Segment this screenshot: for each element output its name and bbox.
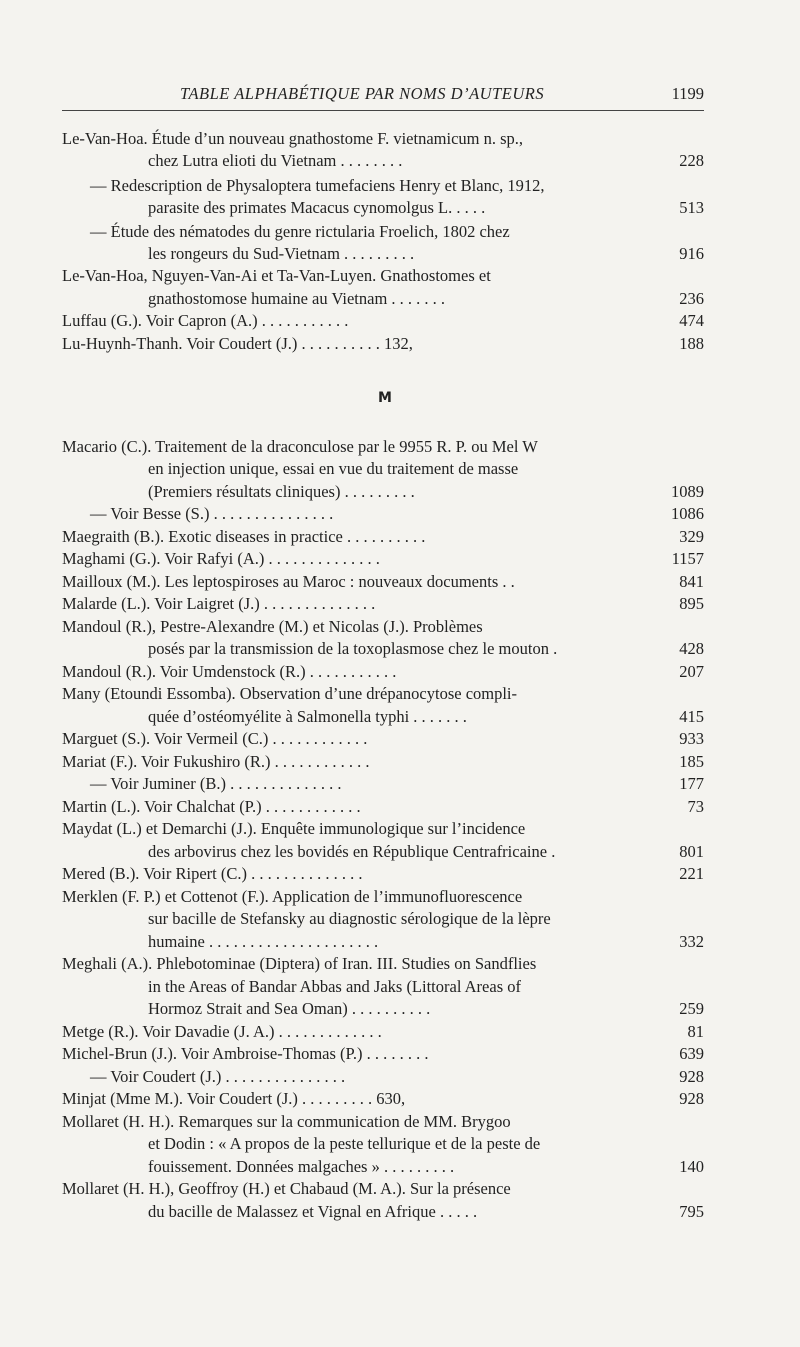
index-line: sur bacille de Stefansky au diagnostic sérologique de la lèpre: [148, 909, 551, 928]
index-line: Mariat (F.). Voir Fukushiro (R.) . . . . . . . . . . . . 185: [62, 752, 704, 771]
index-line: et Dodin : « A propos de la peste tellurique et de la peste de: [148, 1134, 541, 1153]
index-line: Metge (R.). Voir Davadie (J. A.) . . . . . . . . . . . . . 81: [62, 1022, 704, 1041]
index-line: Le-Van-Hoa, Nguyen-Van-Ai et Ta-Van-Luyen. Gnathostomes et: [62, 266, 491, 285]
section-letter: M: [378, 390, 392, 406]
index-line: du bacille de Malassez et Vignal en Afrique . . . . . 795: [148, 1202, 704, 1221]
index-line: Luffau (G.). Voir Capron (A.) . . . . . . . . . . . 474: [62, 311, 704, 330]
index-line: Macario (C.). Traitement de la draconculose par le 9955 R. P. ou Mel W: [62, 437, 538, 456]
index-line: humaine . . . . . . . . . . . . . . . . . . . . . 332: [148, 932, 704, 951]
index-line: fouissement. Données malgaches » . . . . . . . . . 140: [148, 1157, 704, 1176]
index-line: Hormoz Strait and Sea Oman) . . . . . . . . . . 259: [148, 999, 704, 1018]
index-line: Maegraith (B.). Exotic diseases in practice . . . . . . . . . . 329: [62, 527, 704, 546]
index-line: quée d’ostéomyélite à Salmonella typhi . . . . . . . 415: [148, 707, 704, 726]
index-line: (Premiers résultats cliniques) . . . . . . . . . 1089: [148, 482, 704, 501]
index-line: chez Lutra elioti du Vietnam . . . . . . . . 228: [148, 151, 704, 170]
header-title: TABLE ALPHABÉTIQUE PAR NOMS D’AUTEURS: [180, 84, 545, 103]
index-line: — Voir Juminer (B.) . . . . . . . . . . . . . . 177: [90, 774, 704, 793]
index-line: en injection unique, essai en vue du traitement de masse: [148, 459, 519, 478]
index-line: des arbovirus chez les bovidés en République Centrafricaine . 801: [148, 842, 704, 861]
index-line: Mollaret (H. H.). Remarques sur la communication de MM. Brygoo: [62, 1112, 511, 1131]
running-header: [62, 84, 704, 111]
index-line: Maydat (L.) et Demarchi (J.). Enquête immunologique sur l’incidence: [62, 819, 526, 838]
index-line: — Redescription de Physaloptera tumefaciens Henry et Blanc, 1912,: [90, 176, 545, 195]
page-number: 1199: [671, 84, 704, 103]
index-line: Many (Etoundi Essomba). Observation d’une drépanocytose compli-: [62, 684, 518, 703]
index-line: Mollaret (H. H.), Geoffroy (H.) et Chabaud (M. A.). Sur la présence: [62, 1179, 511, 1198]
index-line: posés par la transmission de la toxoplasmose chez le mouton . 428: [148, 639, 704, 658]
index-line: Martin (L.). Voir Chalchat (P.) . . . . . . . . . . . . 73: [62, 797, 704, 816]
index-line: parasite des primates Macacus cynomolgus L. . . . . 513: [148, 198, 704, 217]
index-line: Mandoul (R.). Voir Umdenstock (R.) . . . . . . . . . . . 207: [62, 662, 704, 681]
index-line: in the Areas of Bandar Abbas and Jaks (Littoral Areas of: [148, 977, 521, 996]
index-line: — Voir Coudert (J.) . . . . . . . . . . . . . . . 928: [90, 1067, 704, 1086]
index-line: gnathostomose humaine au Vietnam . . . . . . . 236: [148, 289, 704, 308]
index-line: — Voir Besse (S.) . . . . . . . . . . . . . . . 1086: [90, 504, 704, 523]
index-line: Marguet (S.). Voir Vermeil (C.) . . . . . . . . . . . . 933: [62, 729, 704, 748]
index-line: — Étude des nématodes du genre rictularia Froelich, 1802 chez: [90, 222, 510, 241]
index-line: Mered (B.). Voir Ripert (C.) . . . . . . . . . . . . . . 221: [62, 864, 704, 883]
index-line: Le-Van-Hoa. Étude d’un nouveau gnathostome F. vietnamicum n. sp.,: [62, 129, 524, 148]
index-line: Maghami (G.). Voir Rafyi (A.) . . . . . . . . . . . . . . 1157: [62, 549, 704, 568]
index-line: Malarde (L.). Voir Laigret (J.) . . . . . . . . . . . . . . 895: [62, 594, 704, 613]
index-line: Mandoul (R.), Pestre-Alexandre (M.) et Nicolas (J.). Problèmes: [62, 617, 483, 636]
index-line: Meghali (A.). Phlebotominae (Diptera) of Iran. III. Studies on Sandflies: [62, 954, 537, 973]
index-line: Mailloux (M.). Les leptospiroses au Maroc : nouveaux documents . . 841: [62, 572, 704, 591]
index-line: Merklen (F. P.) et Cottenot (F.). Application de l’immunofluorescence: [62, 887, 523, 906]
index-line: Michel-Brun (J.). Voir Ambroise-Thomas (P.) . . . . . . . . 639: [62, 1044, 704, 1063]
index-line: les rongeurs du Sud-Vietnam . . . . . . . . . 916: [148, 244, 704, 263]
index-line: Lu-Huynh-Thanh. Voir Coudert (J.) . . . . . . . . . . 132, 188: [62, 334, 704, 353]
index-line: Minjat (Mme M.). Voir Coudert (J.) . . . . . . . . . 630, 928: [62, 1089, 704, 1108]
